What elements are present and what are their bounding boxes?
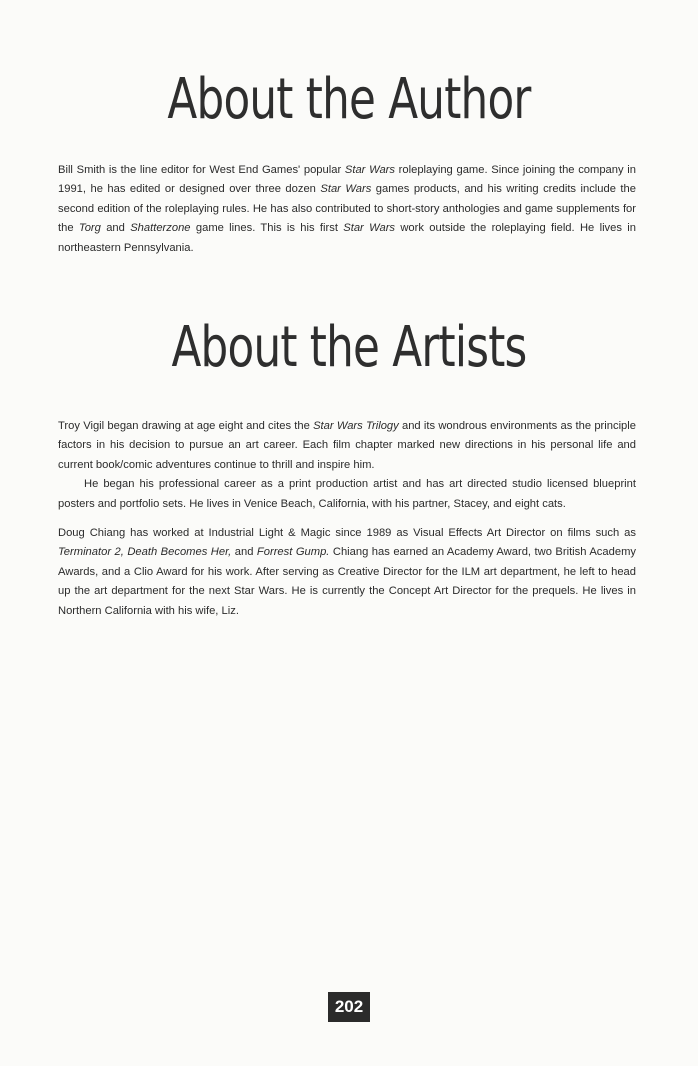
text-run: games products, and his writing credits include the second edition of the roleplaying rules. He has also contributed to short-story anthologies and game supplements for the — [58, 183, 636, 235]
troy-vigil-bio — [58, 417, 636, 514]
text-run: Chiang has earned an Academy Award, two British Academy Awards, and a Clio Award for his work. After serving as Creative Director for the ILM art department, he left to head up the art department for the next Star Wars. He is currently the Concept Art Director for the prequels. He lives in Northern California with his wife, Liz. — [58, 546, 636, 617]
italic-title: Star Wars — [343, 222, 396, 235]
about-artists-heading: About the Artists — [171, 315, 527, 380]
text-run: Bill Smith is the line editor for West End Games' popular — [58, 164, 345, 176]
text-run: and — [100, 222, 131, 235]
text-run: work outside the roleplaying field. He lives in northeastern Pennsylvania. — [58, 222, 636, 254]
italic-title: Torg — [78, 222, 101, 235]
italic-title: Star Wars — [320, 183, 372, 196]
text-run: and its wondrous environments as the principle factors in his decision to pursue an art career. Each film chapter marked new directions in his personal life and current book/comic adventures continue to thrill and inspire him. — [58, 420, 636, 471]
doug-chiang-bio — [58, 524, 636, 621]
page-number-badge: 202 — [328, 992, 370, 1022]
author-bio — [58, 161, 636, 258]
italic-title: Star Wars Trilogy — [313, 420, 399, 432]
troy-bio-paragraph-2: He began his professional career as a print production artist and has art directed studio licensed blueprint posters and portfolio sets. He lives in Venice Beach, California, with his partner, Stacey, and eight cats. — [58, 478, 636, 510]
italic-title: Shatterzone — [130, 222, 191, 235]
italic-title: Terminator 2, Death Becomes Her, — [58, 546, 232, 559]
italic-title: Star Wars — [344, 164, 395, 176]
text-run: and — [231, 546, 257, 559]
troy-bio-paragraph-1 — [58, 417, 636, 475]
about-author-heading: About the Author — [167, 67, 531, 132]
text-run: game lines. This is his first — [190, 222, 344, 235]
text-run: roleplaying game. Since joining the company in 1991, he has edited or designed over three dozen — [58, 164, 636, 196]
italic-title: Forrest Gump. — [256, 546, 330, 559]
doug-bio-paragraph — [58, 524, 636, 621]
text-run: Doug Chiang has worked at Industrial Light & Magic since 1989 as Visual Effects Art Director on films such as — [58, 527, 636, 539]
text-run: Troy Vigil began drawing at age eight and cites the — [58, 420, 314, 432]
author-bio-paragraph — [58, 161, 636, 258]
